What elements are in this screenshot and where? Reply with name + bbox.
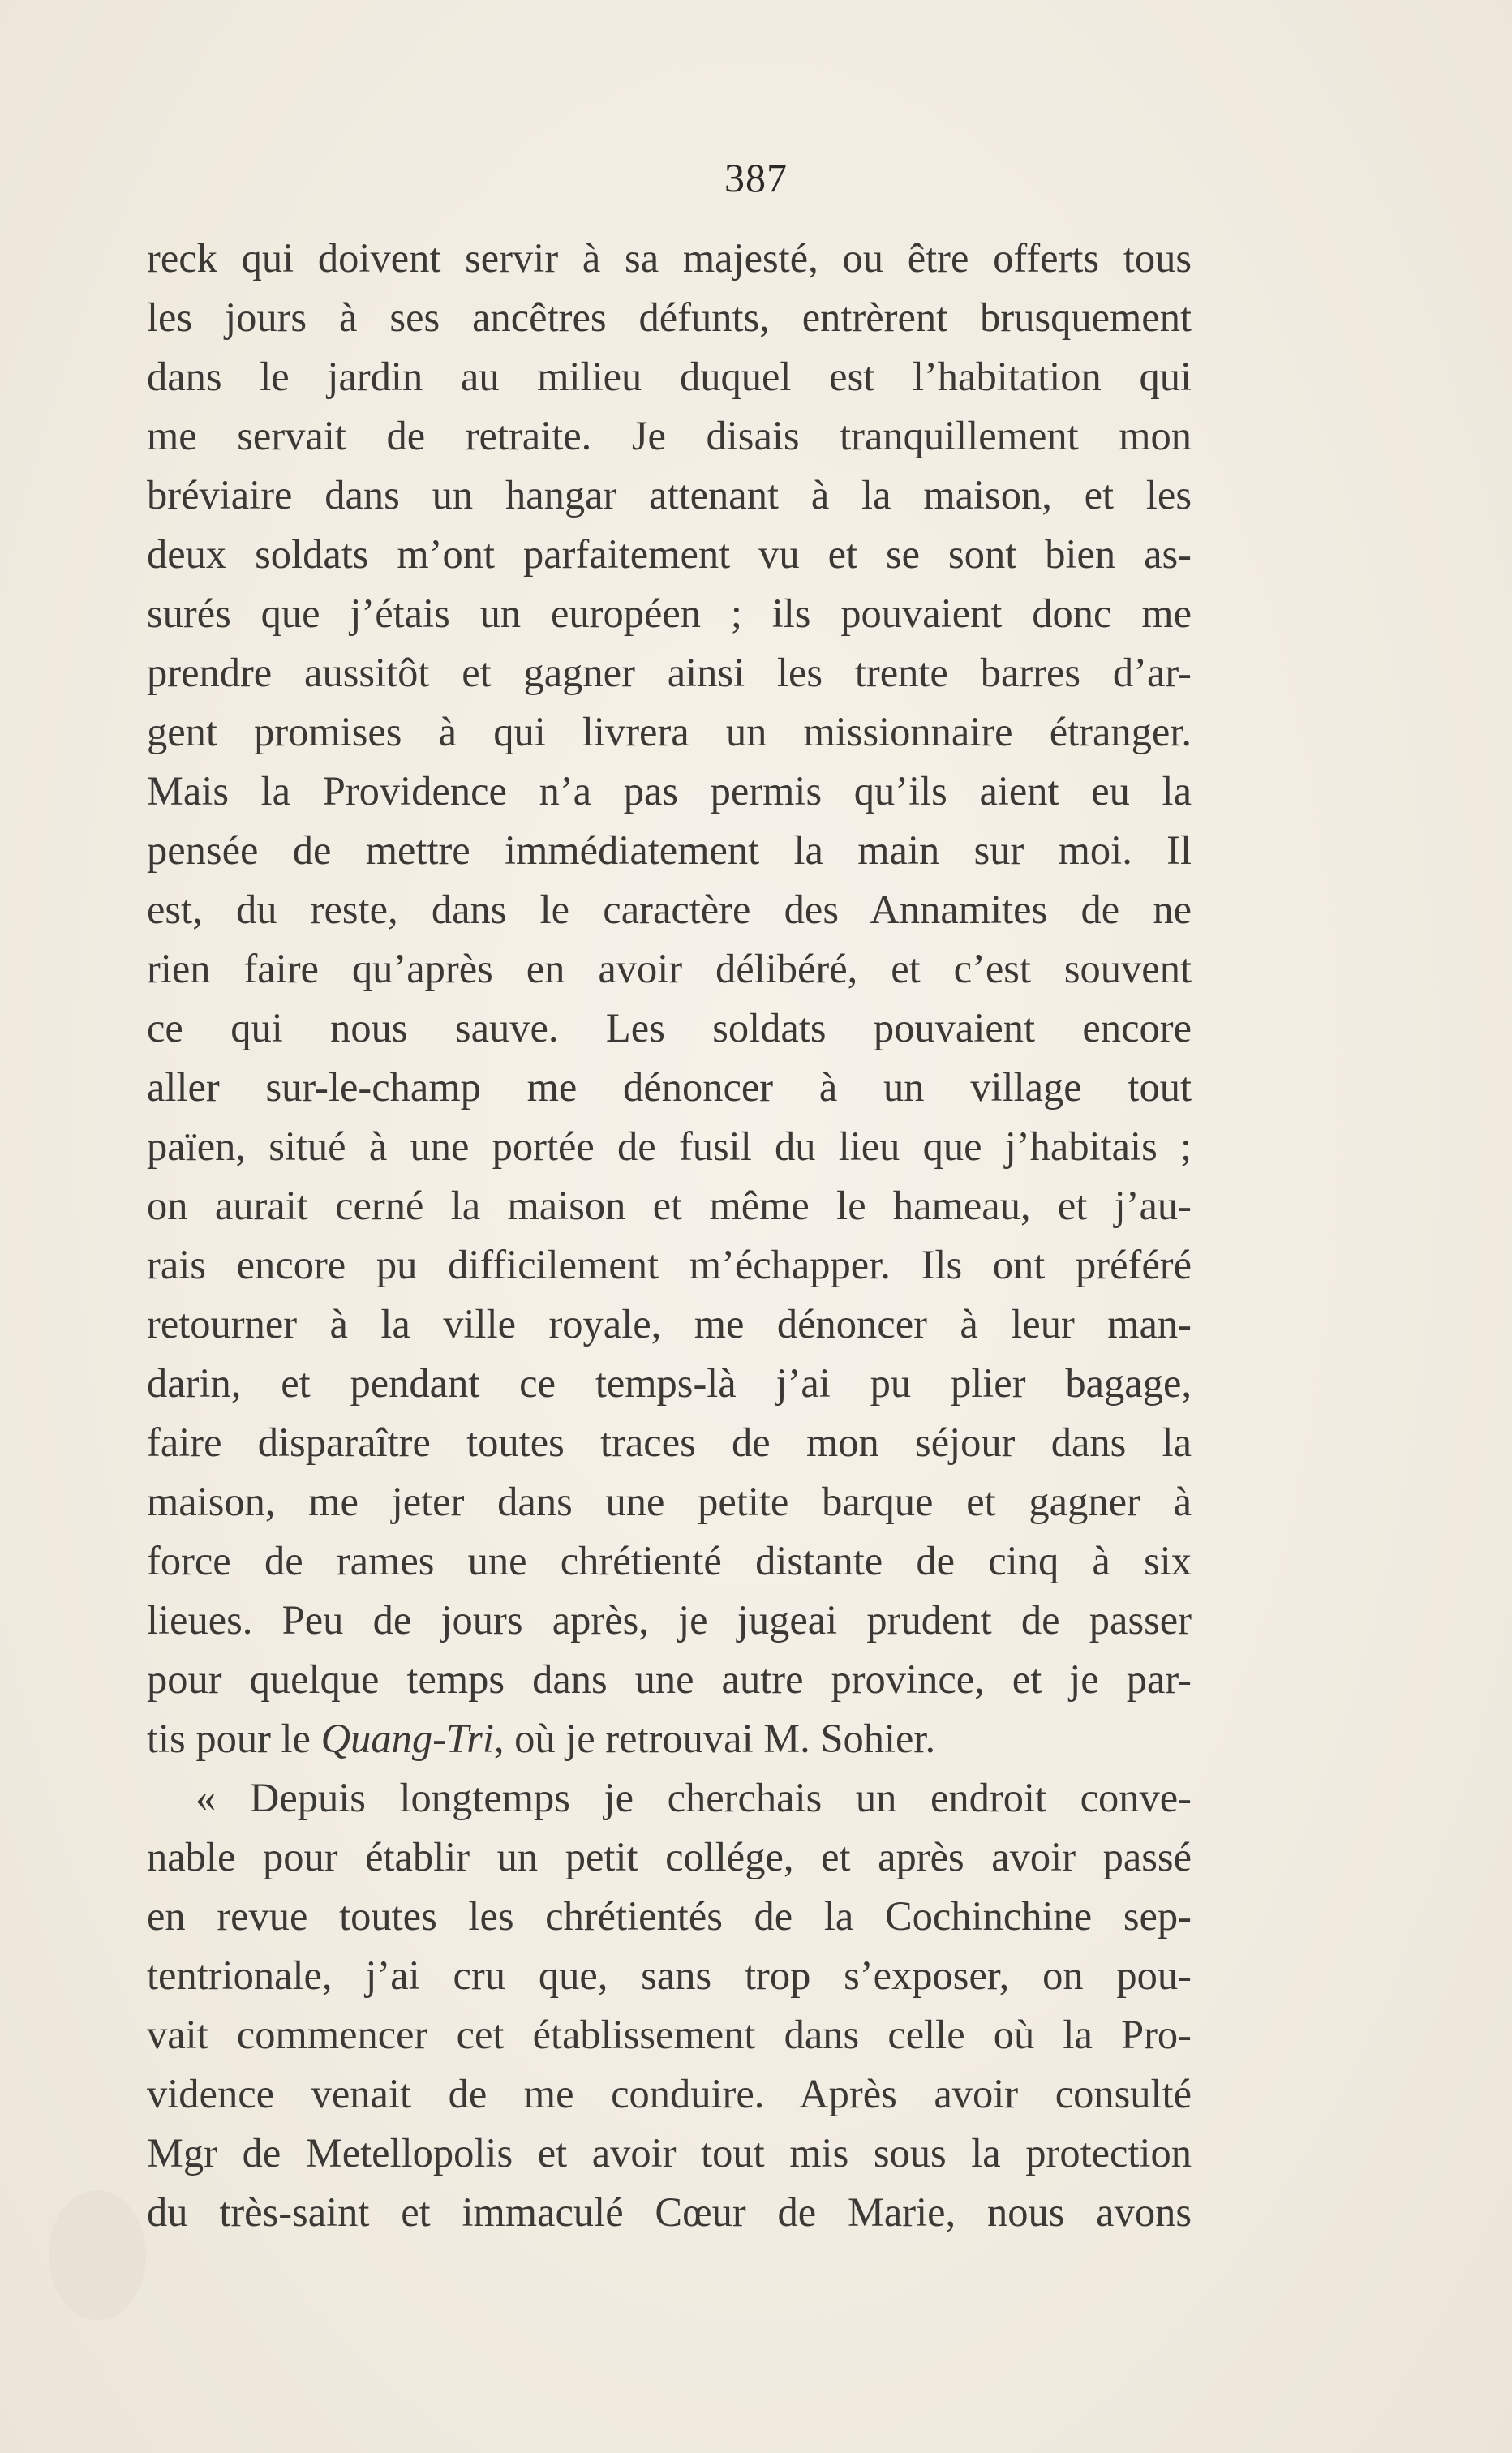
text-line: deux soldats m’ont parfaitement vu et se sont bien as- — [147, 531, 1192, 577]
page-number: 387 — [724, 155, 788, 200]
text-line: on aurait cerné la maison et même le hameau, et j’au- — [147, 1183, 1192, 1228]
body-text — [147, 229, 1192, 2242]
text-line: vait commencer cet établissement dans celle où la Pro- — [147, 2012, 1192, 2057]
text-line: rais encore pu difficilement m’échapper. Ils ont préféré — [147, 1242, 1192, 1287]
text-line: païen, situé à une portée de fusil du lieu que j’habitais ; — [147, 1123, 1192, 1169]
text-line: surés que j’étais un européen ; ils pouvaient donc me — [147, 591, 1192, 636]
text-line: me servait de retraite. Je disais tranquillement mon — [147, 413, 1192, 458]
text-line: nable pour établir un petit collége, et après avoir passé — [147, 1834, 1192, 1879]
text-line: Mais la Providence n’a pas permis qu’ils aient eu la — [147, 768, 1192, 814]
text-line: pensée de mettre immédiatement la main sur moi. Il — [147, 827, 1192, 873]
text-line: « Depuis longtemps je cherchais un endroit conve- — [195, 1775, 1192, 1820]
text-line-end: , où je retrouvai M. Sohier. — [493, 1716, 936, 1761]
text-line: darin, et pendant ce temps-là j’ai pu plier bagage, — [147, 1360, 1192, 1406]
text-line: du très-saint et immaculé Cœur de Marie, nous avons — [147, 2189, 1192, 2235]
text-line: lieues. Peu de jours après, je jugeai prudent de passer — [147, 1597, 1192, 1643]
text-line: faire disparaître toutes traces de mon séjour dans la — [147, 1420, 1192, 1465]
text-line: prendre aussitôt et gagner ainsi les trente barres d’ar- — [147, 650, 1192, 695]
text-line: tentrionale, j’ai cru que, sans trop s’exposer, on pou- — [147, 1953, 1192, 1998]
text-line: rien faire qu’après en avoir délibéré, et c’est souvent — [147, 946, 1192, 991]
text-line: gent promises à qui livrera un missionnaire étranger. — [147, 709, 1192, 754]
text-line-start: tis pour le — [147, 1716, 321, 1761]
text-line: force de rames une chrétienté distante de cinq à six — [147, 1538, 1192, 1583]
text-line-with-italic — [147, 1709, 1192, 1768]
text-line: est, du reste, dans le caractère des Annamites de ne — [147, 887, 1192, 932]
text-line: pour quelque temps dans une autre province, et je par- — [147, 1656, 1192, 1702]
text-line: retourner à la ville royale, me dénoncer à leur man- — [147, 1301, 1192, 1347]
italic-place-name: Quang-Tri — [320, 1716, 494, 1761]
text-line: maison, me jeter dans une petite barque et gagner à — [147, 1479, 1192, 1524]
text-line: dans le jardin au milieu duquel est l’habitation qui — [147, 354, 1192, 399]
text-line: bréviaire dans un hangar attenant à la maison, et les — [147, 472, 1192, 518]
text-line: Mgr de Metellopolis et avoir tout mis sous la protection — [147, 2130, 1192, 2176]
text-line: en revue toutes les chrétientés de la Cochinchine sep- — [147, 1893, 1192, 1939]
text-line: les jours à ses ancêtres défunts, entrèrent brusquement — [147, 294, 1192, 340]
paper-stain — [49, 2190, 146, 2320]
text-line: aller sur-le-champ me dénoncer à un village tout — [147, 1064, 1192, 1110]
text-line: vidence venait de me conduire. Après avoir consulté — [147, 2071, 1192, 2116]
text-line: ce qui nous sauve. Les soldats pouvaient encore — [147, 1005, 1192, 1050]
text-line: reck qui doivent servir à sa majesté, ou être offerts tous — [147, 235, 1192, 281]
